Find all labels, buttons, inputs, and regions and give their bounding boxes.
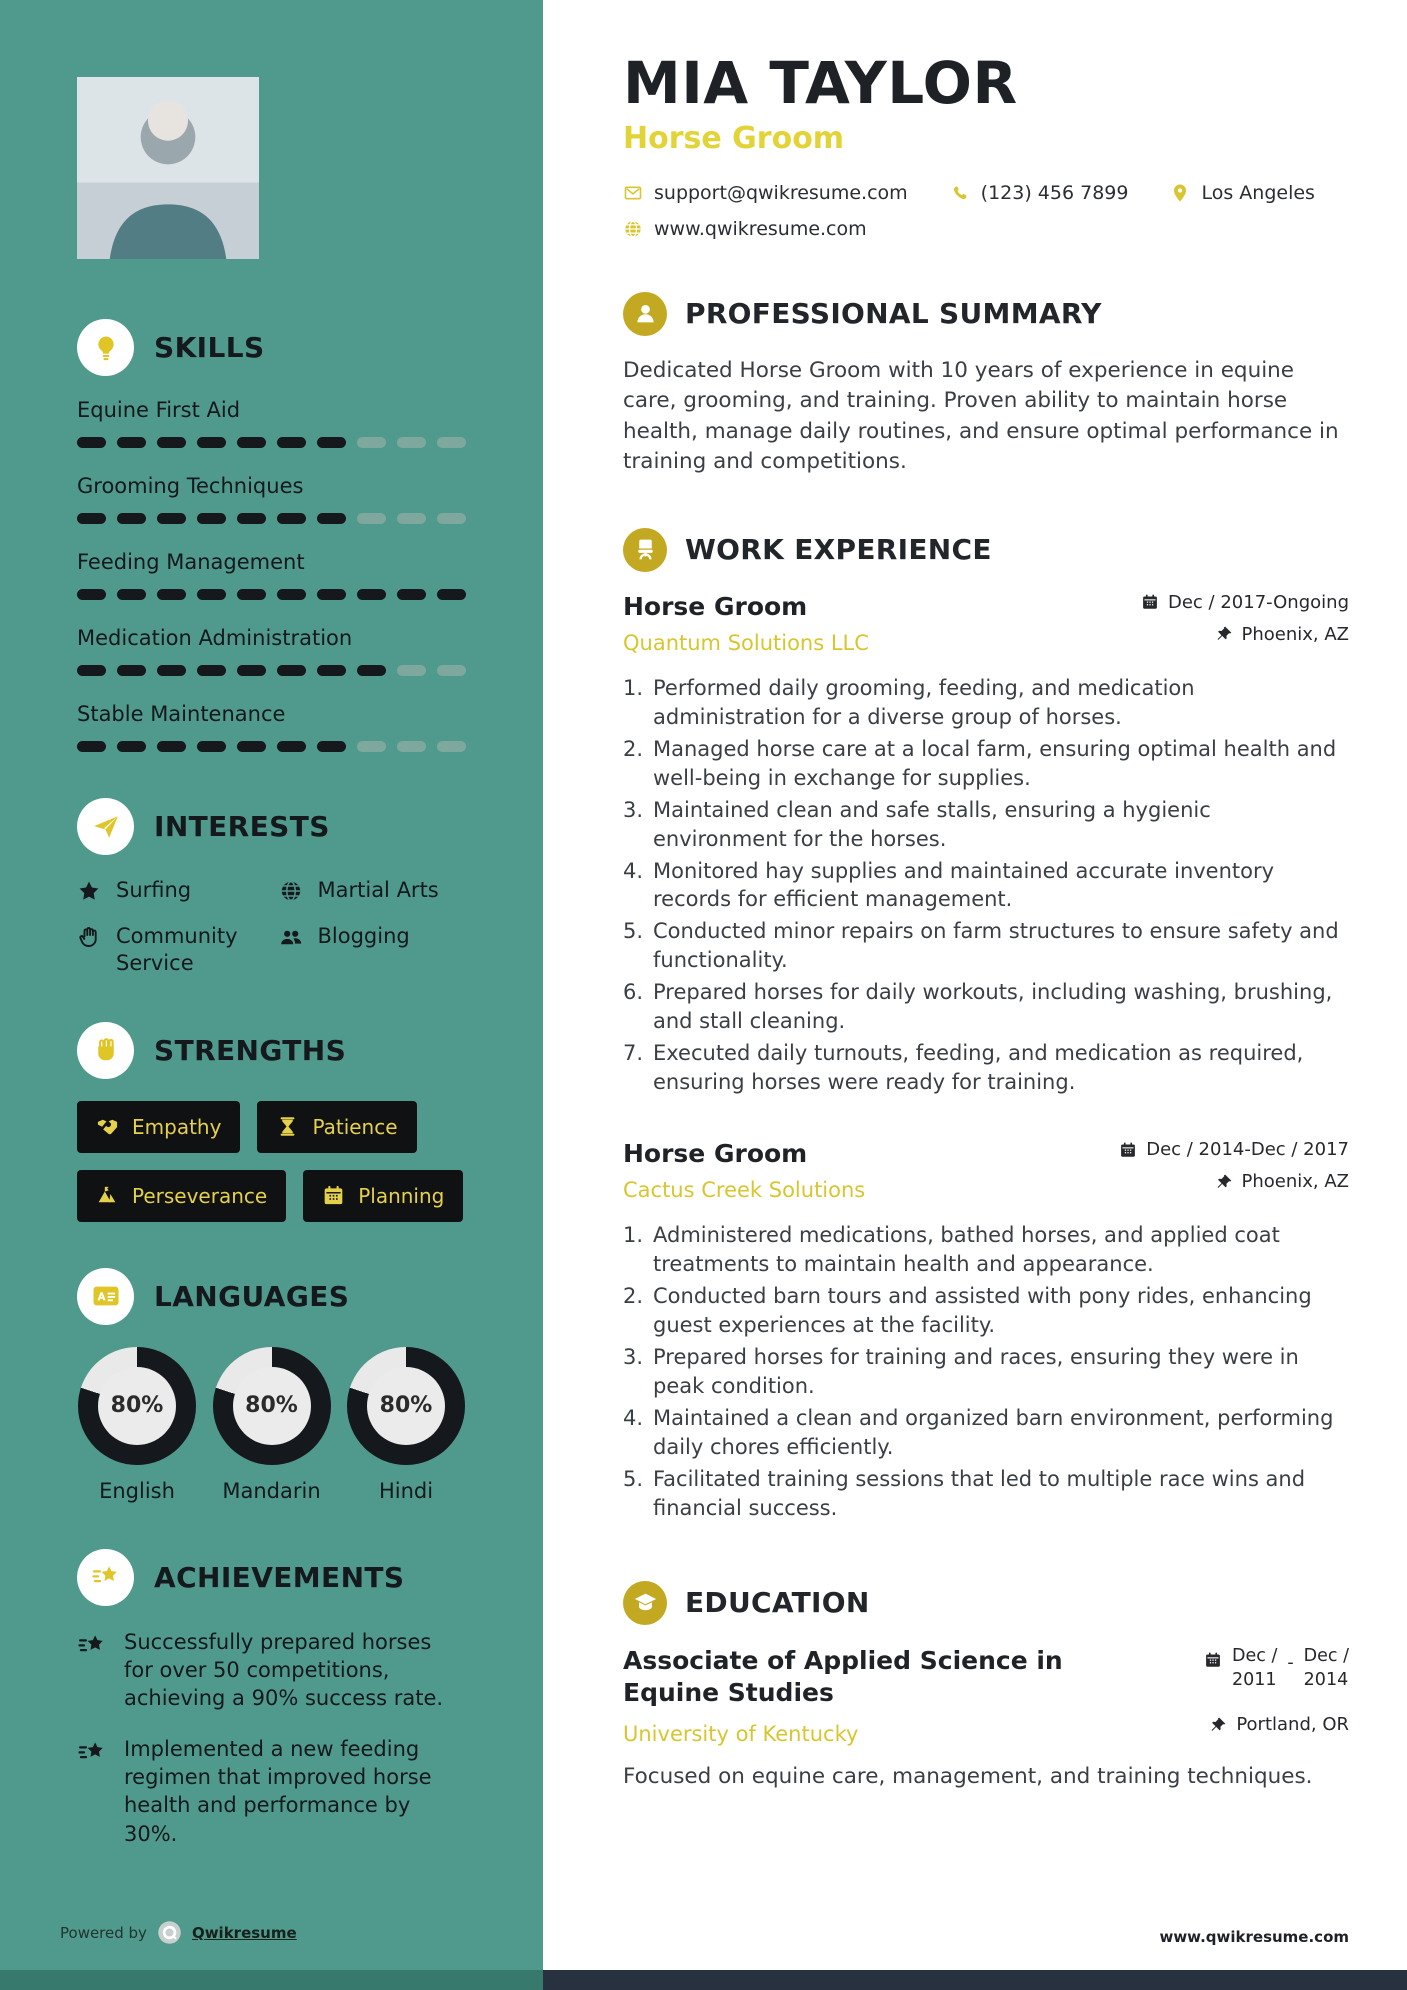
lightbulb-icon bbox=[77, 319, 134, 376]
summary-section bbox=[623, 292, 1349, 478]
contact-website bbox=[623, 218, 867, 240]
skill-level-dash bbox=[277, 513, 306, 524]
skill-level-dash bbox=[277, 589, 306, 600]
job-bullet-number: 4. bbox=[623, 1406, 644, 1431]
language-donut bbox=[78, 1347, 196, 1465]
skill-level-dash bbox=[277, 665, 306, 676]
job-bullet-text: Executed daily turnouts, feeding, and medication as required, ensuring horses were ready for training. bbox=[653, 1041, 1304, 1095]
language-donut-hole bbox=[233, 1367, 311, 1445]
experience-header bbox=[623, 528, 1349, 572]
job-meta bbox=[1119, 1139, 1349, 1203]
job-bullet bbox=[623, 1465, 1349, 1523]
language-percent: 80% bbox=[245, 1393, 298, 1419]
skill-level-dash bbox=[437, 665, 466, 676]
graduation-cap-icon bbox=[623, 1581, 667, 1625]
job-bullet bbox=[623, 1404, 1349, 1462]
location-text: Los Angeles bbox=[1201, 181, 1315, 204]
skill-level-dash bbox=[77, 513, 106, 524]
skill-level-dash bbox=[237, 589, 266, 600]
job-header-left bbox=[623, 1139, 865, 1202]
strength-label: Empathy bbox=[132, 1114, 222, 1139]
job-role: Horse Groom bbox=[623, 591, 808, 621]
skill-level-bar bbox=[77, 437, 466, 448]
pushpin-icon bbox=[1209, 1716, 1227, 1734]
education-entry bbox=[623, 1645, 1349, 1746]
education-location-text: Portland, OR bbox=[1236, 1714, 1349, 1736]
strength-chip bbox=[77, 1101, 240, 1153]
job-bullet bbox=[623, 1282, 1349, 1340]
languages-list bbox=[77, 1347, 466, 1503]
summary-title: PROFESSIONAL SUMMARY bbox=[685, 297, 1102, 331]
job-entry bbox=[623, 1139, 1349, 1523]
fist-icon bbox=[77, 1022, 134, 1079]
bottom-bar-right bbox=[543, 1970, 1407, 1990]
footer-website: www.qwikresume.com bbox=[1159, 1928, 1349, 1946]
map-pin-icon bbox=[1170, 183, 1190, 203]
translate-icon bbox=[77, 1268, 134, 1325]
skill-item bbox=[77, 474, 466, 524]
shooting-star-icon bbox=[77, 1735, 107, 1848]
language-item bbox=[346, 1347, 466, 1503]
qwikresume-logo bbox=[156, 1919, 183, 1946]
powered-by-label: Powered by bbox=[60, 1923, 147, 1942]
job-bullets bbox=[623, 674, 1349, 1098]
skill-level-dash bbox=[357, 665, 386, 676]
strength-label: Patience bbox=[312, 1114, 398, 1139]
jobs-list bbox=[623, 592, 1349, 1523]
job-bullet-number: 3. bbox=[623, 1345, 644, 1370]
achievement-item bbox=[77, 1628, 466, 1713]
handshake-icon bbox=[96, 1115, 119, 1138]
star-icon bbox=[77, 877, 101, 903]
skill-item bbox=[77, 626, 466, 676]
skill-level-dash bbox=[437, 437, 466, 448]
language-label: English bbox=[99, 1478, 175, 1503]
skill-level-dash bbox=[317, 437, 346, 448]
skill-level-dash bbox=[157, 589, 186, 600]
skill-level-dash bbox=[77, 437, 106, 448]
pushpin-icon bbox=[1215, 1173, 1233, 1191]
language-donut-hole bbox=[367, 1367, 445, 1445]
interest-label: Surfing bbox=[116, 878, 192, 902]
skill-level-dash bbox=[317, 665, 346, 676]
profile-photo-image bbox=[77, 77, 259, 259]
strength-chip bbox=[303, 1170, 463, 1222]
skill-level-dash bbox=[77, 741, 106, 752]
interest-label: Martial Arts bbox=[317, 878, 439, 902]
job-bullet-text: Prepared horses for training and races, ensuring they were in peak condition. bbox=[653, 1345, 1299, 1399]
contact-email bbox=[623, 182, 908, 204]
job-dates bbox=[1119, 1139, 1349, 1160]
job-dates-text: Dec / 2017-Ongoing bbox=[1168, 591, 1349, 613]
skill-level-dash bbox=[157, 741, 186, 752]
contact-row-2 bbox=[623, 218, 1349, 240]
education-date-end bbox=[1304, 1645, 1349, 1692]
job-bullet-text: Conducted barn tours and assisted with pony rides, enhancing guest experiences at the facility. bbox=[653, 1284, 1312, 1338]
globe-icon bbox=[279, 877, 303, 903]
calendar-icon bbox=[322, 1184, 345, 1207]
language-donut bbox=[213, 1347, 331, 1465]
date-start-year: 2011 bbox=[1232, 1669, 1277, 1690]
skill-level-dash bbox=[77, 665, 106, 676]
date-start-month: Dec / bbox=[1232, 1645, 1278, 1666]
job-bullet-number: 5. bbox=[623, 919, 644, 944]
qwikresume-link[interactable]: Qwikresume bbox=[191, 1923, 297, 1942]
education-description: Focused on equine care, management, and training techniques. bbox=[623, 1764, 1313, 1790]
job-bullet-text: Conducted minor repairs on farm structures to ensure safety and functionality. bbox=[653, 919, 1339, 973]
job-location-text: Phoenix, AZ bbox=[1241, 623, 1349, 645]
skill-name: Equine First Aid bbox=[77, 398, 241, 422]
strength-label: Perseverance bbox=[132, 1183, 268, 1208]
job-bullet bbox=[623, 735, 1349, 793]
skill-level-dash bbox=[437, 513, 466, 524]
education-left bbox=[623, 1645, 1103, 1746]
job-bullet bbox=[623, 1343, 1349, 1401]
skill-name: Stable Maintenance bbox=[77, 702, 286, 726]
skill-level-dash bbox=[277, 437, 306, 448]
skill-level-dash bbox=[397, 665, 426, 676]
job-company: Quantum Solutions LLC bbox=[623, 630, 869, 655]
job-bullet-text: Performed daily grooming, feeding, and medication administration for a diverse group of horses. bbox=[653, 675, 1195, 729]
job-bullet-number: 5. bbox=[623, 1467, 644, 1491]
language-percent: 80% bbox=[379, 1393, 433, 1419]
skill-level-dash bbox=[317, 513, 346, 524]
skills-header bbox=[77, 319, 466, 376]
skill-item bbox=[77, 398, 466, 448]
job-dates-text: Dec / 2014-Dec / 2017 bbox=[1146, 1139, 1349, 1161]
languages-section bbox=[77, 1268, 466, 1503]
education-location bbox=[1204, 1714, 1349, 1735]
calendar-icon bbox=[1204, 1645, 1222, 1669]
skill-level-dash bbox=[277, 741, 306, 752]
skill-level-dash bbox=[117, 513, 146, 524]
skill-level-dash bbox=[357, 741, 386, 752]
skill-item bbox=[77, 550, 466, 600]
shooting-star-icon bbox=[77, 1549, 134, 1606]
job-header bbox=[623, 592, 1349, 656]
strength-chip bbox=[257, 1101, 416, 1153]
skill-name: Feeding Management bbox=[77, 550, 305, 574]
powered-by-footer bbox=[60, 1919, 297, 1946]
skills-title: SKILLS bbox=[154, 331, 265, 364]
contact-block bbox=[623, 182, 1349, 240]
job-bullet-text: Monitored hay supplies and maintained accurate inventory records for efficient management. bbox=[653, 858, 1275, 912]
strength-chip bbox=[77, 1170, 286, 1222]
job-company: Cactus Creek Solutions bbox=[623, 1178, 866, 1203]
contact-location bbox=[1170, 182, 1314, 204]
office-chair-icon bbox=[623, 528, 667, 572]
skill-level-dash bbox=[357, 437, 386, 448]
job-bullet bbox=[623, 978, 1349, 1036]
experience-title: WORK EXPERIENCE bbox=[685, 533, 992, 567]
website-text[interactable]: www.qwikresume.com bbox=[654, 217, 867, 240]
hand-icon bbox=[77, 923, 101, 949]
calendar-icon bbox=[1141, 593, 1159, 611]
skill-level-dash bbox=[197, 741, 226, 752]
achievements-list bbox=[77, 1628, 466, 1848]
skill-level-dash bbox=[397, 437, 426, 448]
education-header bbox=[623, 1581, 1349, 1625]
skill-level-dash bbox=[437, 741, 466, 752]
bottom-bar bbox=[0, 1970, 1407, 1990]
paper-plane-icon bbox=[77, 798, 134, 855]
strengths-title: STRENGTHS bbox=[154, 1033, 347, 1067]
skill-item bbox=[77, 702, 466, 752]
job-bullets bbox=[623, 1221, 1349, 1523]
school-name: University of Kentucky bbox=[623, 1721, 859, 1746]
achievements-header bbox=[77, 1549, 466, 1606]
contact-row-1 bbox=[623, 182, 1349, 204]
job-header bbox=[623, 1139, 1349, 1203]
email-text[interactable]: support@qwikresume.com bbox=[654, 181, 908, 204]
job-bullet-text: Facilitated training sessions that led to multiple race wins and financial success. bbox=[653, 1467, 1306, 1520]
job-bullet-number: 1. bbox=[623, 1223, 644, 1248]
education-title: EDUCATION bbox=[685, 1586, 870, 1620]
interest-item bbox=[279, 923, 467, 976]
phone-icon bbox=[950, 183, 970, 203]
job-bullet-number: 2. bbox=[623, 736, 644, 761]
job-bullet bbox=[623, 1039, 1349, 1097]
job-bullet bbox=[623, 796, 1349, 854]
achievements-title: ACHIEVEMENTS bbox=[154, 1560, 405, 1594]
achievements-section bbox=[77, 1549, 466, 1848]
skill-level-dash bbox=[357, 513, 386, 524]
skill-level-dash bbox=[117, 741, 146, 752]
skill-level-bar bbox=[77, 741, 466, 752]
calendar-icon bbox=[1119, 1141, 1137, 1159]
job-bullet-text: Maintained clean and safe stalls, ensuring a hygienic environment for the horses. bbox=[653, 797, 1211, 851]
skill-level-dash bbox=[157, 665, 186, 676]
job-title: Horse Groom bbox=[623, 120, 845, 156]
strength-label: Planning bbox=[358, 1183, 445, 1208]
sidebar bbox=[0, 0, 543, 1990]
strengths-list bbox=[77, 1101, 466, 1222]
shooting-star-icon bbox=[77, 1628, 107, 1713]
education-meta bbox=[1204, 1645, 1349, 1746]
date-end-month: Dec / bbox=[1303, 1645, 1349, 1666]
skill-level-dash bbox=[157, 513, 186, 524]
interest-label: Blogging bbox=[317, 924, 410, 949]
job-bullet-number: 7. bbox=[623, 1041, 644, 1066]
skill-name: Medication Administration bbox=[77, 626, 353, 650]
hourglass-icon bbox=[276, 1115, 299, 1138]
job-bullet bbox=[623, 674, 1349, 732]
skill-level-dash bbox=[117, 589, 146, 600]
bottom-bar-left bbox=[0, 1970, 543, 1990]
job-location bbox=[1141, 624, 1349, 645]
summary-header bbox=[623, 292, 1349, 336]
job-bullet-number: 3. bbox=[623, 797, 644, 822]
job-bullet-number: 6. bbox=[623, 980, 644, 1005]
education-dates bbox=[1204, 1645, 1349, 1692]
education-section bbox=[623, 1581, 1349, 1792]
person-icon bbox=[623, 292, 667, 336]
job-meta bbox=[1141, 592, 1349, 656]
skill-name: Grooming Techniques bbox=[77, 474, 304, 498]
degree-name: Associate of Applied Science in Equine Studies bbox=[623, 1645, 1063, 1708]
job-bullet-number: 4. bbox=[623, 858, 644, 883]
interest-label: Community Service bbox=[116, 924, 238, 975]
language-donut bbox=[347, 1347, 465, 1465]
job-role: Horse Groom bbox=[623, 1139, 808, 1169]
language-donut-hole bbox=[98, 1367, 176, 1445]
skill-level-dash bbox=[237, 665, 266, 676]
skill-level-dash bbox=[357, 589, 386, 600]
job-bullet bbox=[623, 1221, 1349, 1279]
skill-level-dash bbox=[317, 741, 346, 752]
job-bullet-text: Managed horse care at a local farm, ensuring optimal health and well-being in exchange for supplies. bbox=[653, 736, 1337, 790]
achievement-item bbox=[77, 1735, 466, 1848]
job-dates bbox=[1141, 592, 1349, 613]
languages-title: LANGUAGES bbox=[154, 1279, 350, 1313]
skill-level-bar bbox=[77, 589, 466, 600]
date-end-year: 2014 bbox=[1303, 1669, 1349, 1690]
job-bullet bbox=[623, 917, 1349, 975]
skill-level-dash bbox=[397, 741, 426, 752]
language-label: Hindi bbox=[378, 1478, 434, 1503]
candidate-name: MIA TAYLOR bbox=[623, 49, 1018, 117]
date-separator: - bbox=[1287, 1652, 1294, 1673]
skill-level-dash bbox=[197, 513, 226, 524]
skill-level-dash bbox=[197, 437, 226, 448]
contact-phone bbox=[950, 182, 1129, 204]
education-date-start bbox=[1232, 1645, 1277, 1692]
job-bullet-number: 1. bbox=[623, 675, 644, 700]
summary-text: Dedicated Horse Groom with 10 years of experience in equine care, grooming, and training. Proven ability to maintain horse health, manage daily routines, and ensure optimal performance in training and competitions. bbox=[623, 357, 1339, 475]
skill-level-dash bbox=[237, 437, 266, 448]
skill-level-dash bbox=[317, 589, 346, 600]
languages-header bbox=[77, 1268, 466, 1325]
skill-level-dash bbox=[117, 437, 146, 448]
interests-title: INTERESTS bbox=[154, 810, 330, 843]
strengths-section bbox=[77, 1022, 466, 1222]
pushpin-icon bbox=[1215, 625, 1233, 643]
language-percent: 80% bbox=[110, 1393, 164, 1419]
job-bullet bbox=[623, 857, 1349, 915]
strengths-header bbox=[77, 1022, 466, 1079]
skill-level-bar bbox=[77, 513, 466, 524]
skill-level-dash bbox=[397, 589, 426, 600]
skill-level-dash bbox=[197, 665, 226, 676]
skill-level-dash bbox=[157, 437, 186, 448]
job-bullet-text: Administered medications, bathed horses, and applied coat treatments to maintain health and appearance. bbox=[653, 1223, 1280, 1277]
job-entry bbox=[623, 592, 1349, 1098]
skill-level-dash bbox=[237, 741, 266, 752]
interests-section bbox=[77, 798, 466, 976]
experience-section bbox=[623, 528, 1349, 1523]
mountain-icon bbox=[96, 1184, 119, 1207]
globe-icon bbox=[623, 219, 643, 239]
users-icon bbox=[279, 923, 303, 949]
job-bullet-text: Prepared horses for daily workouts, including washing, brushing, and stall cleaning. bbox=[653, 980, 1333, 1034]
envelope-icon bbox=[623, 183, 643, 203]
achievement-text: Implemented a new feeding regimen that improved horse health and performance by 30%. bbox=[124, 1736, 432, 1846]
skill-level-dash bbox=[77, 589, 106, 600]
interests-header bbox=[77, 798, 466, 855]
interest-item bbox=[279, 877, 467, 903]
job-bullet-number: 2. bbox=[623, 1284, 644, 1309]
skill-level-dash bbox=[237, 513, 266, 524]
skill-level-dash bbox=[117, 665, 146, 676]
language-item bbox=[77, 1347, 197, 1503]
phone-text: (123) 456 7899 bbox=[980, 181, 1129, 204]
language-item bbox=[212, 1347, 332, 1503]
interest-item bbox=[77, 877, 265, 903]
job-location bbox=[1119, 1171, 1349, 1192]
skills-list bbox=[77, 398, 466, 752]
job-bullet-text: Maintained a clean and organized barn environment, performing daily chores efficiently. bbox=[653, 1406, 1334, 1460]
skills-section bbox=[77, 319, 466, 752]
language-label: Mandarin bbox=[222, 1478, 321, 1503]
profile-photo bbox=[77, 77, 259, 259]
main-column bbox=[543, 0, 1407, 1990]
job-location-text: Phoenix, AZ bbox=[1241, 1171, 1349, 1193]
skill-level-dash bbox=[397, 513, 426, 524]
skill-level-bar bbox=[77, 665, 466, 676]
interest-item bbox=[77, 923, 265, 976]
skill-level-dash bbox=[437, 589, 466, 600]
skill-level-dash bbox=[197, 589, 226, 600]
achievement-text: Successfully prepared horses for over 50 competitions, achieving a 90% success rate. bbox=[124, 1629, 444, 1711]
job-header-left bbox=[623, 592, 869, 655]
interests-list bbox=[77, 877, 466, 976]
